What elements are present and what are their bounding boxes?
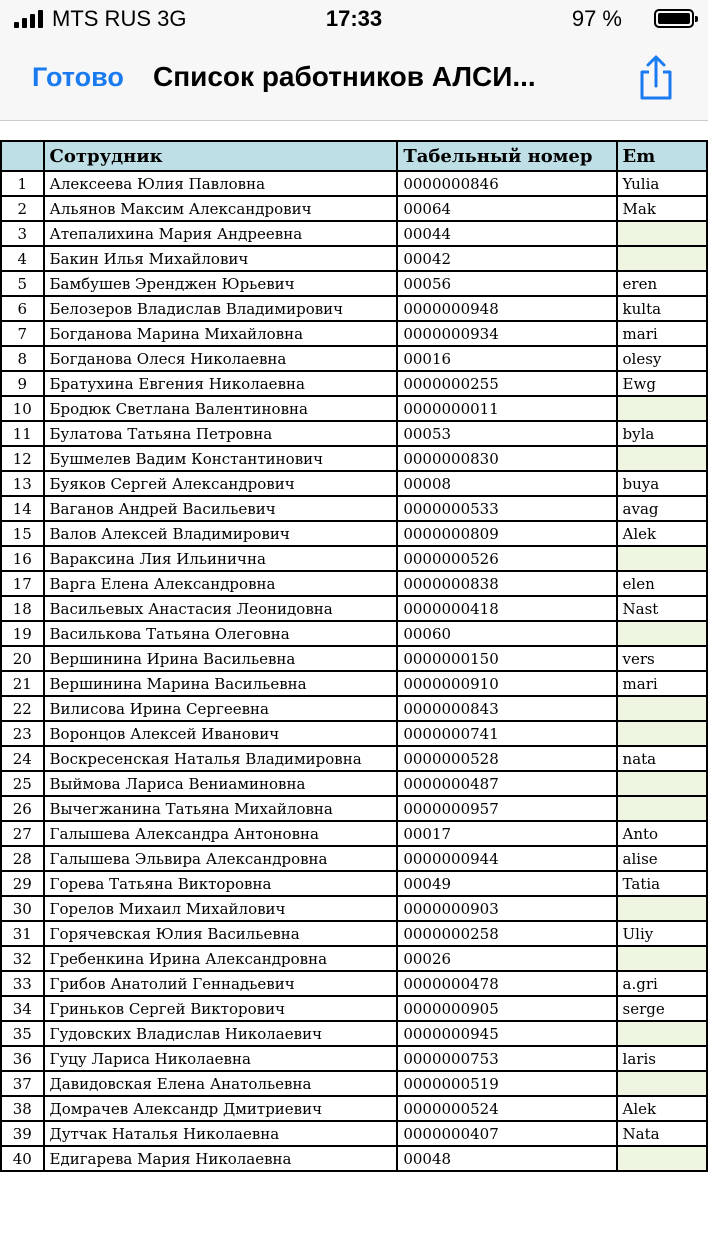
email-cell[interactable]: buya xyxy=(617,471,707,496)
table-row xyxy=(1,496,707,521)
header-row xyxy=(1,141,707,171)
row-number-cell[interactable]: 3 xyxy=(1,221,44,246)
header-tab-number: Табельный номер xyxy=(397,141,616,171)
row-number-cell[interactable]: 27 xyxy=(1,821,44,846)
row-number-cell[interactable]: 33 xyxy=(1,971,44,996)
row-number-cell[interactable]: 34 xyxy=(1,996,44,1021)
employee-name-cell[interactable]: Василькова Татьяна Олеговна xyxy=(44,621,398,646)
employee-name-cell[interactable]: Гуцу Лариса Николаевна xyxy=(44,1046,398,1071)
email-cell[interactable]: Uliy xyxy=(617,921,707,946)
email-cell[interactable] xyxy=(617,621,707,646)
tab-number-cell[interactable]: 0000000418 xyxy=(397,596,616,621)
table-row xyxy=(1,246,707,271)
employee-name-cell[interactable]: Ваганов Андрей Васильевич xyxy=(44,496,398,521)
row-number-cell[interactable]: 13 xyxy=(1,471,44,496)
employee-name-cell[interactable]: Гриньков Сергей Викторович xyxy=(44,996,398,1021)
row-number-cell[interactable]: 8 xyxy=(1,346,44,371)
employee-name-cell[interactable]: Воронцов Алексей Иванович xyxy=(44,721,398,746)
table-row xyxy=(1,621,707,646)
email-cell[interactable] xyxy=(617,1146,707,1171)
email-cell[interactable]: elen xyxy=(617,571,707,596)
employee-name-cell[interactable]: Галышева Александра Антоновна xyxy=(44,821,398,846)
row-number-cell[interactable]: 36 xyxy=(1,1046,44,1071)
email-cell[interactable] xyxy=(617,1071,707,1096)
document-title: Список работников АЛСИ... xyxy=(153,61,536,92)
employee-name-cell[interactable]: Вилисова Ирина Сергеевна xyxy=(44,696,398,721)
employee-name-cell[interactable]: Гудовских Владислав Николаевич xyxy=(44,1021,398,1046)
table-row xyxy=(1,696,707,721)
tab-number-cell[interactable]: 0000000528 xyxy=(397,746,616,771)
clock: 17:33 xyxy=(325,6,383,31)
table-row xyxy=(1,721,707,746)
employee-name-cell[interactable]: Булатова Татьяна Петровна xyxy=(44,421,398,446)
email-cell[interactable] xyxy=(617,946,707,971)
employee-name-cell[interactable]: Буяков Сергей Александрович xyxy=(44,471,398,496)
employee-name-cell[interactable]: Богданова Олеся Николаевна xyxy=(44,346,398,371)
row-number-cell[interactable]: 9 xyxy=(1,371,44,396)
employee-name-cell[interactable]: Братухина Евгения Николаевна xyxy=(44,371,398,396)
employee-name-cell[interactable]: Горелов Михаил Михайлович xyxy=(44,896,398,921)
table-row xyxy=(1,571,707,596)
employee-name-cell[interactable]: Алексеева Юлия Павловна xyxy=(44,171,398,196)
tab-number-cell[interactable]: 0000000407 xyxy=(397,1121,616,1146)
employee-name-cell[interactable]: Горева Татьяна Викторовна xyxy=(44,871,398,896)
table-row xyxy=(1,646,707,671)
row-number-cell[interactable]: 12 xyxy=(1,446,44,471)
employee-name-cell[interactable]: Гребенкина Ирина Александровна xyxy=(44,946,398,971)
row-number-cell[interactable]: 21 xyxy=(1,671,44,696)
table-row xyxy=(1,821,707,846)
email-cell[interactable]: Anto xyxy=(617,821,707,846)
email-cell[interactable]: kulta xyxy=(617,296,707,321)
employee-name-cell[interactable]: Альянов Максим Александрович xyxy=(44,196,398,221)
tab-number-cell[interactable]: 0000000478 xyxy=(397,971,616,996)
email-cell[interactable] xyxy=(617,721,707,746)
tab-number-cell[interactable]: 0000000944 xyxy=(397,846,616,871)
email-cell[interactable] xyxy=(617,696,707,721)
table-row xyxy=(1,546,707,571)
tab-number-cell[interactable]: 0000000903 xyxy=(397,896,616,921)
tab-number-cell[interactable]: 0000000524 xyxy=(397,1096,616,1121)
email-cell[interactable]: Ewg xyxy=(617,371,707,396)
employee-name-cell[interactable]: Бакин Илья Михайлович xyxy=(44,246,398,271)
table-row xyxy=(1,471,707,496)
tab-number-cell[interactable]: 00042 xyxy=(397,246,616,271)
tab-number-cell[interactable]: 0000000843 xyxy=(397,696,616,721)
row-number-cell[interactable]: 15 xyxy=(1,521,44,546)
employee-name-cell[interactable]: Атепалихина Мария Андреевна xyxy=(44,221,398,246)
email-cell[interactable]: Nata xyxy=(617,1121,707,1146)
done-button[interactable]: Готово xyxy=(32,62,124,92)
email-cell[interactable]: a.gri xyxy=(617,971,707,996)
table-row xyxy=(1,596,707,621)
table-row xyxy=(1,446,707,471)
tab-number-cell[interactable]: 00053 xyxy=(397,421,616,446)
row-number-cell[interactable]: 30 xyxy=(1,896,44,921)
tab-number-cell[interactable]: 0000000945 xyxy=(397,1021,616,1046)
row-number-cell[interactable]: 26 xyxy=(1,796,44,821)
spreadsheet[interactable] xyxy=(0,140,708,1260)
employee-name-cell[interactable]: Воскресенская Наталья Владимировна xyxy=(44,746,398,771)
employee-name-cell[interactable]: Белозеров Владислав Владимирович xyxy=(44,296,398,321)
email-cell[interactable]: Alek xyxy=(617,1096,707,1121)
tab-number-cell[interactable]: 00064 xyxy=(397,196,616,221)
table-row xyxy=(1,171,707,196)
email-cell[interactable]: Tatia xyxy=(617,871,707,896)
tab-number-cell[interactable]: 0000000753 xyxy=(397,1046,616,1071)
table-row xyxy=(1,896,707,921)
row-number-cell[interactable]: 24 xyxy=(1,746,44,771)
tab-number-cell[interactable]: 0000000809 xyxy=(397,521,616,546)
email-cell[interactable]: Mak xyxy=(617,196,707,221)
email-cell[interactable]: Alek xyxy=(617,521,707,546)
tab-number-cell[interactable]: 0000000846 xyxy=(397,171,616,196)
email-cell[interactable]: Nast xyxy=(617,596,707,621)
table-row xyxy=(1,421,707,446)
row-number-cell[interactable]: 6 xyxy=(1,296,44,321)
table-row xyxy=(1,771,707,796)
email-cell[interactable]: mari xyxy=(617,321,707,346)
tab-number-cell[interactable]: 0000000519 xyxy=(397,1071,616,1096)
table-row xyxy=(1,996,707,1021)
email-cell[interactable]: nata xyxy=(617,746,707,771)
tab-number-cell[interactable]: 00056 xyxy=(397,271,616,296)
row-number-cell[interactable]: 16 xyxy=(1,546,44,571)
employee-name-cell[interactable]: Бродюк Светлана Валентиновна xyxy=(44,396,398,421)
battery-icon xyxy=(654,9,694,28)
table-row xyxy=(1,846,707,871)
tab-number-cell[interactable]: 0000000957 xyxy=(397,796,616,821)
header-email: Em xyxy=(617,141,707,171)
row-number-cell[interactable]: 37 xyxy=(1,1071,44,1096)
row-number-cell[interactable]: 5 xyxy=(1,271,44,296)
row-number-cell[interactable]: 40 xyxy=(1,1146,44,1171)
table-row xyxy=(1,921,707,946)
row-number-cell[interactable]: 23 xyxy=(1,721,44,746)
employee-name-cell[interactable]: Вараксина Лия Ильинична xyxy=(44,546,398,571)
tab-number-cell[interactable]: 00016 xyxy=(397,346,616,371)
email-cell[interactable]: avag xyxy=(617,496,707,521)
table-row xyxy=(1,221,707,246)
employee-name-cell[interactable]: Бамбушев Эренджен Юрьевич xyxy=(44,271,398,296)
employee-name-cell[interactable]: Вершинина Марина Васильевна xyxy=(44,671,398,696)
row-number-cell[interactable]: 38 xyxy=(1,1096,44,1121)
tab-number-cell[interactable]: 00017 xyxy=(397,821,616,846)
row-number-cell[interactable]: 17 xyxy=(1,571,44,596)
row-number-cell[interactable]: 39 xyxy=(1,1121,44,1146)
employee-name-cell[interactable]: Васильевых Анастасия Леонидовна xyxy=(44,596,398,621)
row-number-cell[interactable]: 31 xyxy=(1,921,44,946)
table-row xyxy=(1,521,707,546)
tab-number-cell[interactable]: 0000000526 xyxy=(397,546,616,571)
email-cell[interactable]: olesy xyxy=(617,346,707,371)
carrier-label: MTS RUS 3G xyxy=(52,6,187,31)
table-row xyxy=(1,1021,707,1046)
header-index xyxy=(1,141,44,171)
table-row xyxy=(1,396,707,421)
table-row xyxy=(1,796,707,821)
row-number-cell[interactable]: 22 xyxy=(1,696,44,721)
header-employee: Сотрудник xyxy=(44,141,398,171)
employee-name-cell[interactable]: Грибов Анатолий Геннадьевич xyxy=(44,971,398,996)
table-row xyxy=(1,271,707,296)
row-number-cell[interactable]: 29 xyxy=(1,871,44,896)
employee-name-cell[interactable]: Бушмелев Вадим Константинович xyxy=(44,446,398,471)
email-cell[interactable] xyxy=(617,771,707,796)
email-cell[interactable]: alise xyxy=(617,846,707,871)
email-cell[interactable] xyxy=(617,546,707,571)
tab-number-cell[interactable]: 00048 xyxy=(397,1146,616,1171)
row-number-cell[interactable]: 19 xyxy=(1,621,44,646)
email-cell[interactable] xyxy=(617,896,707,921)
email-cell[interactable]: Yulia xyxy=(617,171,707,196)
email-cell[interactable]: mari xyxy=(617,671,707,696)
table-row xyxy=(1,196,707,221)
email-cell[interactable] xyxy=(617,1021,707,1046)
tab-number-cell[interactable]: 00026 xyxy=(397,946,616,971)
employee-name-cell[interactable]: Домрачев Александр Дмитриевич xyxy=(44,1096,398,1121)
tab-number-cell[interactable]: 0000000830 xyxy=(397,446,616,471)
row-number-cell[interactable]: 35 xyxy=(1,1021,44,1046)
row-number-cell[interactable]: 18 xyxy=(1,596,44,621)
row-number-cell[interactable]: 32 xyxy=(1,946,44,971)
table-row xyxy=(1,871,707,896)
tab-number-cell[interactable]: 00044 xyxy=(397,221,616,246)
tab-number-cell[interactable]: 0000000011 xyxy=(397,396,616,421)
employee-name-cell[interactable]: Вычегжанина Татьяна Михайловна xyxy=(44,796,398,821)
tab-number-cell[interactable]: 0000000905 xyxy=(397,996,616,1021)
employee-name-cell[interactable]: Горячевская Юлия Васильевна xyxy=(44,921,398,946)
employee-name-cell[interactable]: Вершинина Ирина Васильевна xyxy=(44,646,398,671)
employee-name-cell[interactable]: Богданова Марина Михайловна xyxy=(44,321,398,346)
tab-number-cell[interactable]: 00049 xyxy=(397,871,616,896)
row-number-cell[interactable]: 20 xyxy=(1,646,44,671)
employee-name-cell[interactable]: Едигарева Мария Николаевна xyxy=(44,1146,398,1171)
tab-number-cell[interactable]: 0000000934 xyxy=(397,321,616,346)
email-cell[interactable]: laris xyxy=(617,1046,707,1071)
tab-number-cell[interactable]: 0000000741 xyxy=(397,721,616,746)
email-cell[interactable] xyxy=(617,796,707,821)
row-number-cell[interactable]: 2 xyxy=(1,196,44,221)
tab-number-cell[interactable]: 0000000258 xyxy=(397,921,616,946)
tab-number-cell[interactable]: 0000000910 xyxy=(397,671,616,696)
tab-number-cell[interactable]: 0000000150 xyxy=(397,646,616,671)
table-row xyxy=(1,1096,707,1121)
tab-number-cell[interactable]: 00008 xyxy=(397,471,616,496)
email-cell[interactable] xyxy=(617,396,707,421)
tab-number-cell[interactable]: 0000000838 xyxy=(397,571,616,596)
table-row xyxy=(1,321,707,346)
table-row xyxy=(1,1046,707,1071)
row-number-cell[interactable]: 11 xyxy=(1,421,44,446)
row-number-cell[interactable]: 7 xyxy=(1,321,44,346)
status-bar xyxy=(0,0,708,40)
employee-name-cell[interactable]: Галышева Эльвира Александровна xyxy=(44,846,398,871)
navigation-bar xyxy=(0,40,708,121)
employee-table xyxy=(0,140,708,1172)
email-cell[interactable] xyxy=(617,221,707,246)
employee-name-cell[interactable]: Выймова Лариса Вениаминовна xyxy=(44,771,398,796)
employee-name-cell[interactable]: Давидовская Елена Анатольевна xyxy=(44,1071,398,1096)
tab-number-cell[interactable]: 0000000487 xyxy=(397,771,616,796)
employee-name-cell[interactable]: Валов Алексей Владимирович xyxy=(44,521,398,546)
table-row xyxy=(1,971,707,996)
table-row xyxy=(1,371,707,396)
table-row xyxy=(1,296,707,321)
table-row xyxy=(1,671,707,696)
share-icon[interactable] xyxy=(636,54,676,102)
row-number-cell[interactable]: 1 xyxy=(1,171,44,196)
battery-percent: 97 % xyxy=(571,6,622,31)
table-row xyxy=(1,746,707,771)
table-row xyxy=(1,1146,707,1171)
email-cell[interactable]: serge xyxy=(617,996,707,1021)
email-cell[interactable] xyxy=(617,446,707,471)
tab-number-cell[interactable]: 00060 xyxy=(397,621,616,646)
employee-name-cell[interactable]: Варга Елена Александровна xyxy=(44,571,398,596)
email-cell[interactable] xyxy=(617,246,707,271)
table-row xyxy=(1,1121,707,1146)
tab-number-cell[interactable]: 0000000255 xyxy=(397,371,616,396)
tab-number-cell[interactable]: 0000000948 xyxy=(397,296,616,321)
email-cell[interactable]: vers xyxy=(617,646,707,671)
tab-number-cell[interactable]: 0000000533 xyxy=(397,496,616,521)
row-number-cell[interactable]: 28 xyxy=(1,846,44,871)
row-number-cell[interactable]: 4 xyxy=(1,246,44,271)
row-number-cell[interactable]: 25 xyxy=(1,771,44,796)
table-row xyxy=(1,1071,707,1096)
row-number-cell[interactable]: 10 xyxy=(1,396,44,421)
table-row xyxy=(1,946,707,971)
email-cell[interactable]: byla xyxy=(617,421,707,446)
email-cell[interactable]: eren xyxy=(617,271,707,296)
table-row xyxy=(1,346,707,371)
employee-name-cell[interactable]: Дутчак Наталья Николаевна xyxy=(44,1121,398,1146)
row-number-cell[interactable]: 14 xyxy=(1,496,44,521)
